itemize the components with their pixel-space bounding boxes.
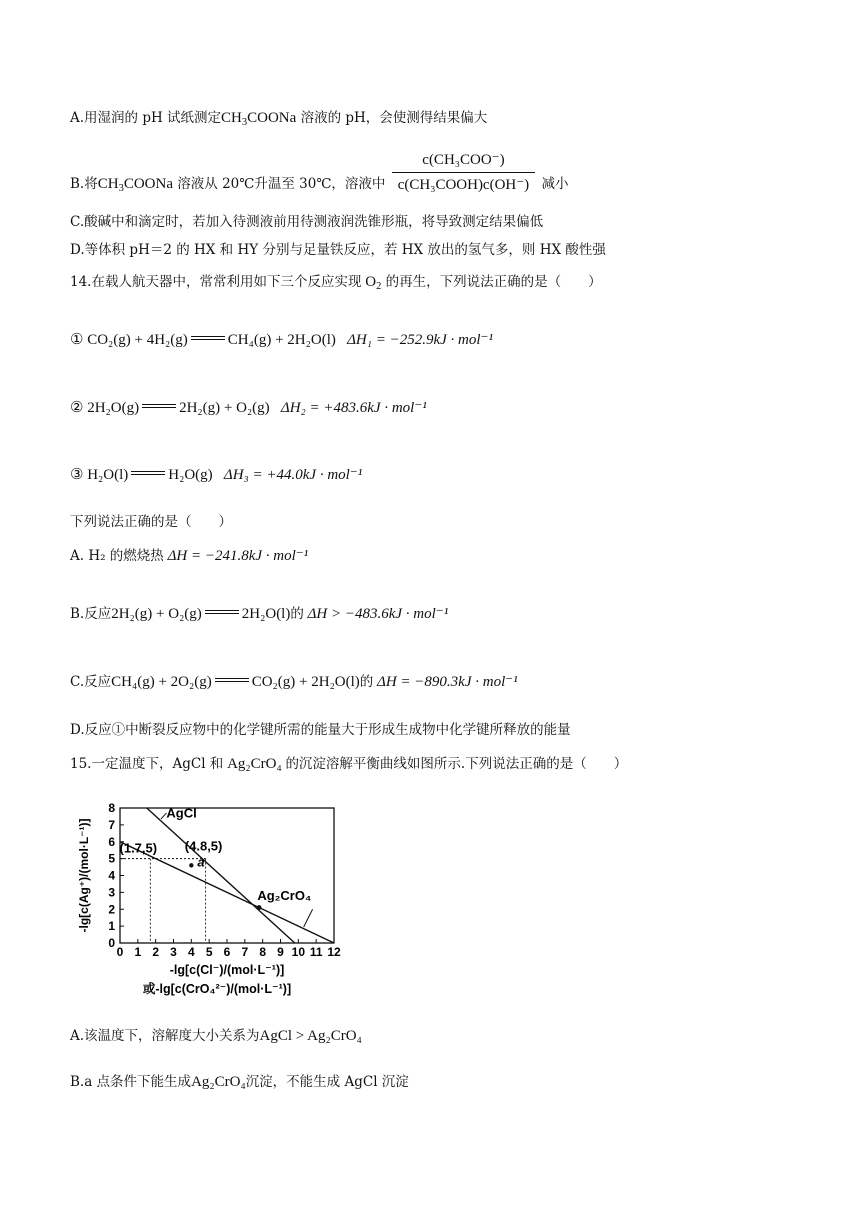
q14-option-a: A. H₂ 的燃烧热 ΔH = −241.8kJ · mol⁻¹ [70, 548, 309, 564]
x-tick-label: 9 [277, 945, 284, 959]
q13-option-b: B.将$CH_3COONa$ 溶液从 20℃升温至 30℃，溶液中 $\frac{\text{c(CH₃COO⁻)}}{\text{c(CH₃COOH)c(OH⁻)}}$ 减小 [70, 152, 569, 194]
y-tick-label: 4 [108, 868, 115, 883]
x-tick-label: 0 [116, 945, 124, 959]
y-axis-label: -lg[c(Ag⁺)/(mol·L⁻¹)] [77, 818, 91, 933]
x-tick-label: 8 [259, 945, 267, 959]
intersection-point [257, 905, 262, 910]
plot-frame [120, 808, 334, 943]
fraction-denominator: c(CH₃COOH)c(OH⁻) [397, 177, 530, 193]
x-tick-label: 6 [223, 945, 231, 959]
concentration-fraction [392, 150, 535, 195]
x-tick-label: 1 [134, 945, 142, 959]
equals-arrow [191, 336, 225, 340]
q15-stem: 15.一定温度下，AgCl 和 Ag₂CrO₄ 的沉淀溶解平衡曲线如图所示.下列说法正确的是（ ） [70, 756, 628, 772]
y-tick-label: 7 [108, 817, 115, 832]
annotation-label: (1.7,5) [119, 840, 158, 856]
fraction-numerator: c(CH₃COO⁻) [392, 150, 535, 173]
x-axis-label-alt: 或-lg[c(CrO₄²⁻)/(mol·L⁻¹)] [142, 982, 292, 996]
x-tick-label: 2 [152, 945, 160, 959]
reaction-3: ③ H₂O(l) H₂O(g) ΔH₃ = +44.0kJ · mol⁻¹ [70, 467, 363, 483]
y-tick-label: 0 [108, 936, 115, 950]
point-a-label: a [197, 854, 205, 870]
q13-option-a: A.用湿润的 pH 试纸测定$CH_3COONa$ 溶液的 pH，会使测得结果偏大 [70, 110, 488, 128]
equals-arrow [131, 471, 165, 475]
x-tick-label: 3 [170, 945, 177, 959]
series-label-agcl: AgCl [166, 805, 197, 821]
q15-option-b: B.a 点条件下能生成Ag₂CrO₄沉淀，不能生成 AgCl 沉淀 [70, 1074, 409, 1090]
x-tick-label: 4 [187, 945, 195, 959]
equals-arrow [142, 404, 176, 408]
q14-option-c: C.反应CH₄(g) + 2O₂(g) CO₂(g) + 2H₂O(l)的 ΔH = −890.3kJ · mol⁻¹ [70, 674, 518, 690]
y-tick-label: 2 [108, 902, 115, 917]
point-a-dot [189, 863, 193, 867]
x-tick-label: 5 [205, 945, 213, 959]
y-tick-label: 6 [108, 834, 115, 849]
q14-stem: 14.在载人航天器中，常常利用如下三个反应实现 $O_2$ 的再生，下列说法正确的是（ ） [70, 274, 602, 292]
x-tick-label: 7 [241, 945, 249, 959]
series-line-agcl [147, 808, 295, 943]
ag2cro4-leader-line [304, 909, 313, 927]
x-tick-label: 10 [291, 945, 306, 959]
y-tick-label: 1 [108, 919, 115, 934]
reaction-2: ② 2H₂O(g) 2H₂(g) + O₂(g) ΔH₂ = +483.6kJ · mol⁻¹ [70, 400, 427, 416]
q13-option-d: D.等体积 pH＝2 的 HX 和 HY 分别与足量铁反应，若 HX 放出的氢气多，则 HX 酸性强 [70, 242, 606, 258]
y-tick-label: 5 [108, 851, 115, 866]
x-axis-label: -lg[c(Cl⁻)/(mol·L⁻¹)] [169, 963, 285, 977]
y-tick-label: 8 [108, 801, 115, 815]
reaction-1: ① CO₂(g) + 4H₂(g) CH₄(g) + 2H₂O(l) ΔH₁ = −252.9kJ · mol⁻¹ [70, 332, 493, 348]
equals-arrow [205, 610, 239, 614]
solubility-chart [70, 798, 350, 1008]
equals-arrow [215, 678, 249, 682]
q14-option-b: B.反应2H₂(g) + O₂(g) 2H₂O(l)的 ΔH > −483.6kJ · mol⁻¹ [70, 606, 449, 622]
q14-option-d: D.反应①中断裂反应物中的化学键所需的能量大于形成生成物中化学键所释放的能量 [70, 722, 571, 738]
annotation-label: (4.8,5) [184, 838, 223, 854]
q13-option-c: C.酸碱中和滴定时，若加入待测液前用待测液润洗锥形瓶，将导致测定结果偏低 [70, 214, 544, 230]
q15-option-a: A.该温度下，溶解度大小关系为AgCl > Ag₂CrO₄ [70, 1028, 362, 1044]
series-label-ag2cro4: Ag₂CrO₄ [257, 887, 312, 903]
x-tick-label: 11 [309, 945, 323, 959]
q14-ask: 下列说法正确的是（ ） [70, 514, 232, 530]
y-tick-label: 3 [108, 885, 115, 900]
x-tick-label: 12 [327, 945, 341, 959]
